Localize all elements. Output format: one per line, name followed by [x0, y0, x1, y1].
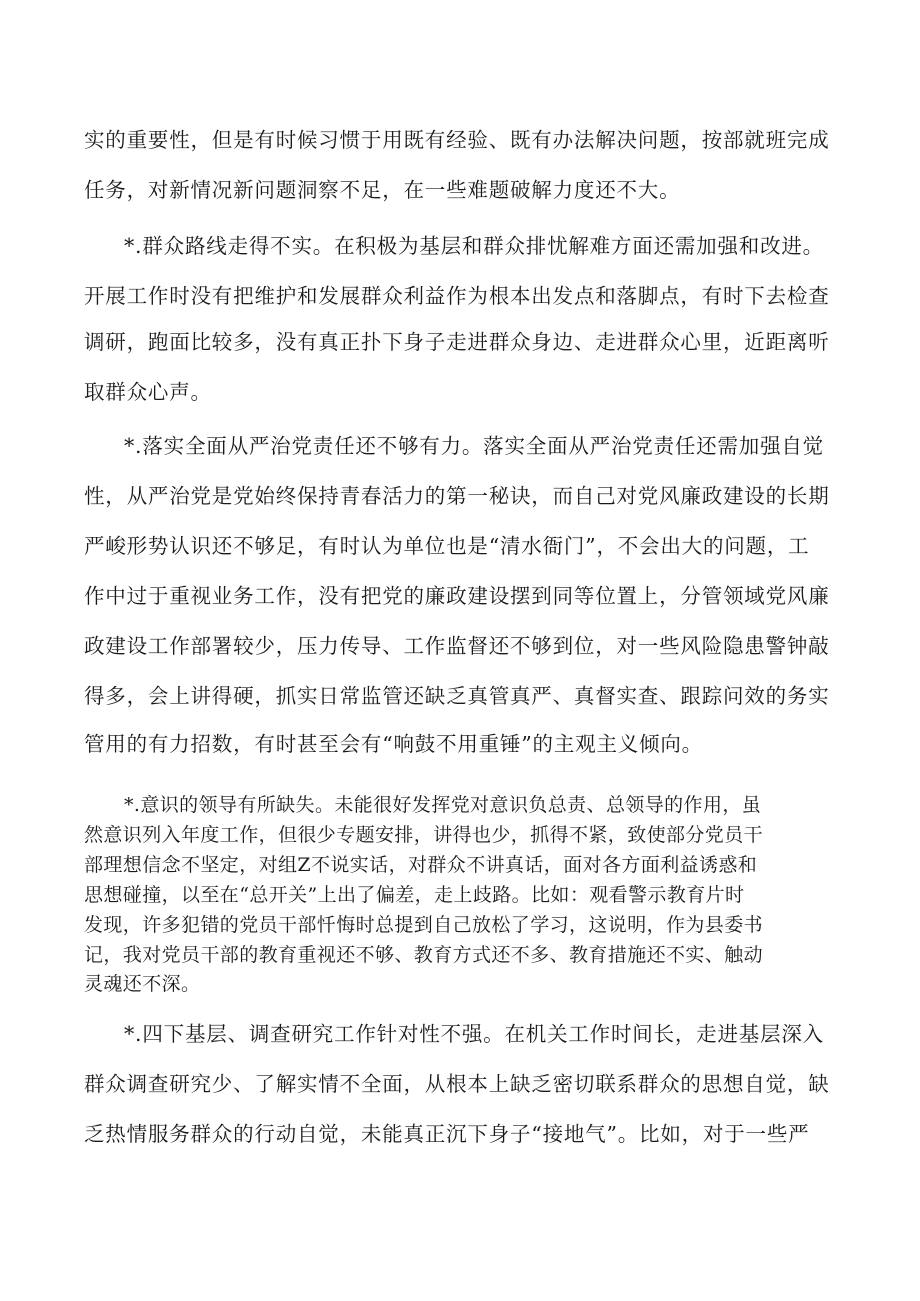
- text-line: 政建设工作部署较少，压力传导、工作监督还不够到位，对一些风险隐患警钟敲: [84, 634, 830, 658]
- text-line: 严峻形势认识还不够足，有时认为单位也是“清水衙门”，不会出大的问题，工: [84, 534, 810, 558]
- text-line: 部理想信念不坚定，对组Z不说实话，对群众不讲真话，面对各方面利益诱惑和: [84, 854, 758, 876]
- text-line: 然意识列入年度工作，但很少专题安排，讲得也少，抓得不紧，致使部分党员干: [84, 824, 764, 846]
- text-line: 取群众心声。: [84, 380, 212, 404]
- text-line: *.意识的领导有所缺失。未能很好发挥党对意识负总责、总领导的作用，虽: [124, 794, 762, 816]
- text-line: 性，从严治党是党始终保持青春活力的第一秘诀，而自己对党风廉政建设的长期: [84, 484, 830, 508]
- text-line: 记，我对党员干部的教育重视还不够、教育方式还不多、教育措施还不实、触动: [84, 944, 764, 966]
- text-line: 灵魂还不深。: [84, 973, 201, 995]
- text-line: 乏热情服务群众的行动自觉，未能真正沉下身子“接地气”。比如，对于一些严: [84, 1122, 810, 1146]
- text-line: *.四下基层、调查研究工作针对性不强。在机关工作时间长，走进基层深入: [124, 1022, 824, 1046]
- text-line: 实的重要性，但是有时候习惯于用既有经验、既有办法解决问题，按部就班完成: [84, 128, 830, 152]
- text-line: 得多，会上讲得硬，抓实日常监管还缺乏真管真严、真督实查、跟踪问效的务实: [84, 684, 830, 708]
- text-line: 管用的有力招数，有时甚至会有“响鼓不用重锤”的主观主义倾向。: [84, 732, 703, 756]
- text-line: *.落实全面从严治党责任还不够有力。落实全面从严治党责任还需加强自觉: [124, 434, 824, 458]
- text-line: *.群众路线走得不实。在积极为基层和群众排忧解难方面还需加强和改进。: [124, 234, 824, 258]
- text-line: 群众调查研究少、了解实情不全面，从根本上缺乏密切联系群众的思想自觉，缺: [84, 1072, 830, 1096]
- text-line: 发现，许多犯错的党员干部忏悔时总提到自己放松了学习，这说明，作为县委书: [84, 914, 764, 936]
- text-line: 思想碰撞，以至在“总开关”上出了偏差，走上歧路。比如：观看警示教育片时: [84, 884, 745, 906]
- text-line: 调研，跑面比较多，没有真正扑下身子走进群众身边、走进群众心里，近距离听: [84, 330, 830, 354]
- text-line: 任务，对新情况新问题洞察不足，在一些难题破解力度还不大。: [84, 178, 681, 202]
- text-line: 作中过于重视业务工作，没有把党的廉政建设摆到同等位置上，分管领域党风廉: [84, 584, 830, 608]
- text-line: 开展工作时没有把维护和发展群众利益作为根本出发点和落脚点，有时下去检查: [84, 284, 830, 308]
